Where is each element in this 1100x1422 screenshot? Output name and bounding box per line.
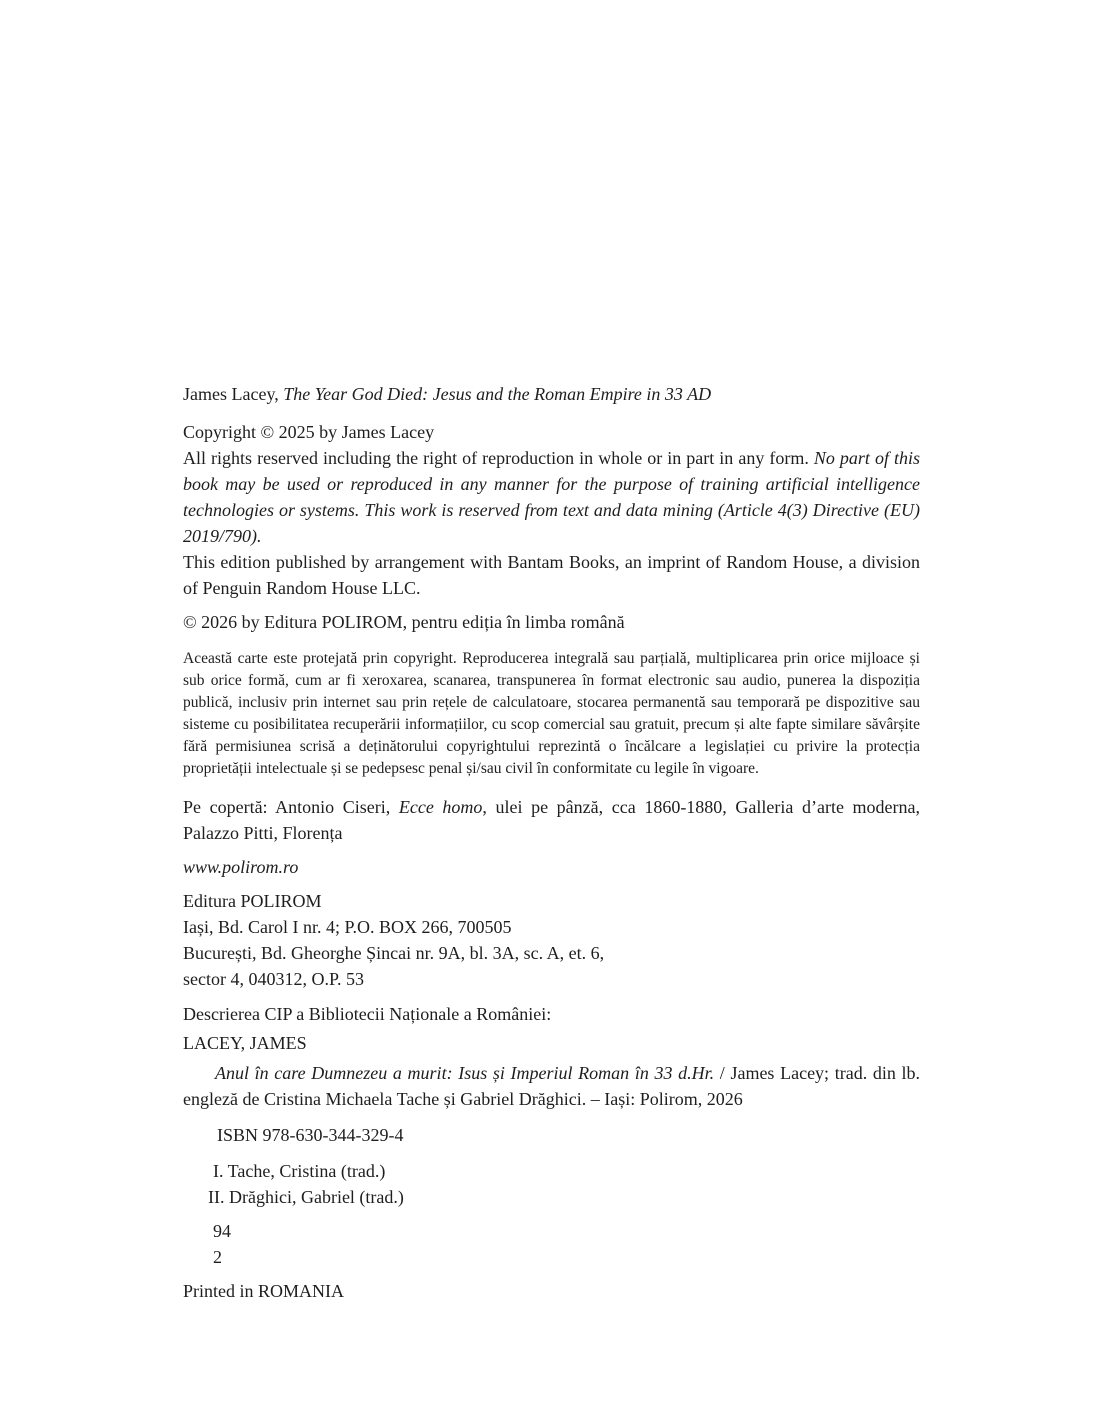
original-title-line bbox=[183, 381, 920, 407]
cip-author: LACEY, JAMES bbox=[183, 1033, 307, 1053]
cover-credit-paragraph bbox=[183, 794, 920, 846]
cover-artwork-title: Ecce homo bbox=[398, 797, 483, 817]
cip-title-romanian: Anul în care Dumnezeu a murit: Isus și Imperiul Roman în 33 d.Hr. bbox=[215, 1063, 715, 1083]
publisher-website: www.polirom.ro bbox=[183, 857, 299, 877]
cip-heading: Descrierea CIP a Bibliotecii Naționale a României: bbox=[183, 1004, 552, 1024]
publisher-block bbox=[183, 888, 920, 992]
cip-entry bbox=[183, 1060, 920, 1112]
isbn-line: ISBN 978-630-344-329-4 bbox=[217, 1125, 404, 1145]
udc-code-1: 94 bbox=[213, 1221, 231, 1241]
udc-code-2: 2 bbox=[213, 1247, 222, 1267]
romanian-copyright-line: © 2026 by Editura POLIROM, pentru ediția în limba română bbox=[183, 612, 625, 632]
original-author: James Lacey, bbox=[183, 384, 284, 404]
udc-classification-block bbox=[183, 1218, 920, 1270]
cover-credit-suffix: , ulei pe pânză, cca 1860-1880, Galleria d’arte moderna, Palazzo Pitti, Florența bbox=[183, 797, 920, 843]
ai-training-clause: No part of this book may be used or reproduced in any manner for the purpose of training artificial intelligence technologies or systems. This work is reserved from text and data mining (Article 4(3) Directive (EU) 2019/790). bbox=[183, 448, 920, 546]
publisher-address-bucuresti: București, Bd. Gheorghe Șincai nr. 9A, bl. 3A, sc. A, et. 6, bbox=[183, 943, 605, 963]
printed-in-line: Printed in ROMANIA bbox=[183, 1281, 344, 1301]
copyright-page-content bbox=[183, 381, 920, 1304]
publisher-name: Editura POLIROM bbox=[183, 891, 322, 911]
rights-paragraph bbox=[183, 445, 920, 549]
romanian-legal-paragraph: Această carte este protejată prin copyright. Reproducerea integrală sau parțială, multiplicarea prin orice mijloace și sub orice formă, cum ar fi xeroxarea, scanarea, transpunerea în format electronic sau audio, punerea la dispoziția publică, inclusiv prin internet sau prin rețele de calculatoare, stocarea permanentă sau temporară pe dispozitive sau sisteme cu posibilitatea recuperării informațiilor, cu scop comercial sau gratuit, precum și alte fapte similare săvârșite fără permisiunea scrisă a deținătorului copyrightului reprezintă o încălcare a legislației cu privire la protecția proprietății intelectuale și se pedepsesc penal și/sau civil în conformitate cu legile în vigoare. bbox=[183, 650, 920, 777]
translator-2: II. Drăghici, Gabriel (trad.) bbox=[208, 1187, 404, 1207]
publisher-address-iasi: Iași, Bd. Carol I nr. 4; P.O. BOX 266, 700505 bbox=[183, 917, 512, 937]
publisher-address-sector: sector 4, 040312, O.P. 53 bbox=[183, 969, 364, 989]
original-title: The Year God Died: Jesus and the Roman Empire in 33 AD bbox=[283, 384, 712, 404]
copyright-line: Copyright © 2025 by James Lacey bbox=[183, 422, 435, 442]
cover-credit-prefix: Pe copertă: Antonio Ciseri, bbox=[183, 797, 399, 817]
cip-entry-details: / James Lacey; trad. din lb. engleză de Cristina Michaela Tache și Gabriel Drăghici. – Iași: Polirom, 2026 bbox=[183, 1063, 920, 1109]
edition-paragraph: This edition published by arrangement with Bantam Books, an imprint of Random House, a division of Penguin Random House LLC. bbox=[183, 552, 920, 598]
rights-statement: All rights reserved including the right of reproduction in whole or in part in any form. bbox=[183, 448, 814, 468]
translators-block bbox=[183, 1158, 920, 1210]
translator-1: I. Tache, Cristina (trad.) bbox=[213, 1161, 386, 1181]
